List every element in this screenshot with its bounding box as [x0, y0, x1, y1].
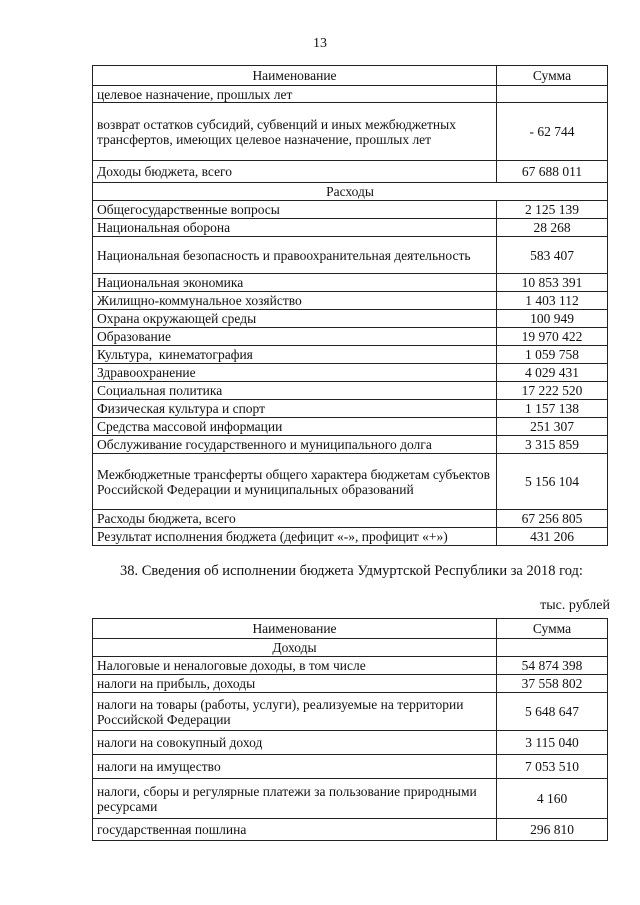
table-row — [93, 86, 608, 103]
table-row — [93, 161, 608, 183]
row-name: Результат исполнения бюджета (дефицит «-», профицит «+») — [93, 528, 497, 546]
table-header-row — [93, 66, 608, 86]
row-name: Обслуживание государственного и муниципального долга — [93, 436, 497, 454]
row-sum: 583 407 — [497, 237, 608, 274]
row-name: налоги на совокупный доход — [93, 731, 497, 755]
unit-label: тыс. рублей — [540, 598, 610, 613]
table-row — [93, 274, 608, 292]
row-sum: 431 206 — [497, 528, 608, 546]
row-name: государственная пошлина — [93, 819, 497, 841]
row-name: Физическая культура и спорт — [93, 400, 497, 418]
section-row — [93, 639, 608, 657]
section-title-income: Доходы — [93, 639, 497, 657]
table-row — [93, 454, 608, 510]
row-sum: 1 157 138 — [497, 400, 608, 418]
budget-table-1 — [92, 65, 608, 546]
row-name: налоги на имущество — [93, 755, 497, 779]
row-sum: 19 970 422 — [497, 328, 608, 346]
row-name: Налоговые и неналоговые доходы, в том числе — [93, 657, 497, 675]
row-sum: - 62 744 — [497, 103, 608, 161]
table-row — [93, 657, 608, 675]
row-sum: 5 156 104 — [497, 454, 608, 510]
row-sum: 2 125 139 — [497, 201, 608, 219]
row-sum: 4 160 — [497, 779, 608, 819]
table-row — [93, 201, 608, 219]
row-sum: 4 029 431 — [497, 364, 608, 382]
row-name: Межбюджетные трансферты общего характера бюджетам субъектов Российской Федерации и муниципальных образований — [93, 454, 497, 510]
row-sum: 3 315 859 — [497, 436, 608, 454]
table-row — [93, 292, 608, 310]
row-name: Общегосударственные вопросы — [93, 201, 497, 219]
row-sum: 28 268 — [497, 219, 608, 237]
table-row — [93, 436, 608, 454]
row-name: Национальная оборона — [93, 219, 497, 237]
row-name: Социальная политика — [93, 382, 497, 400]
row-sum — [497, 86, 608, 103]
table-row — [93, 328, 608, 346]
row-sum: 54 874 398 — [497, 657, 608, 675]
row-name: Культура, кинематография — [93, 346, 497, 364]
table-row — [93, 779, 608, 819]
row-name: Жилищно-коммунальное хозяйство — [93, 292, 497, 310]
table-row — [93, 364, 608, 382]
row-name: целевое назначение, прошлых лет — [93, 86, 497, 103]
empty-cell — [497, 639, 608, 657]
row-sum: 67 256 805 — [497, 510, 608, 528]
column-header-sum: Сумма — [497, 619, 608, 639]
row-sum: 5 648 647 — [497, 693, 608, 731]
table-row — [93, 346, 608, 364]
table-row — [93, 310, 608, 328]
row-sum: 1 403 112 — [497, 292, 608, 310]
page-number: 13 — [313, 36, 327, 51]
table-row — [93, 528, 608, 546]
table-row — [93, 382, 608, 400]
row-name: Национальная безопасность и правоохранительная деятельность — [93, 237, 497, 274]
row-name: Доходы бюджета, всего — [93, 161, 497, 183]
row-sum: 3 115 040 — [497, 731, 608, 755]
row-name: возврат остатков субсидий, субвенций и иных межбюджетных трансфертов, имеющих целевое назначение, прошлых лет — [93, 103, 497, 161]
table-row — [93, 510, 608, 528]
row-sum: 296 810 — [497, 819, 608, 841]
row-sum: 1 059 758 — [497, 346, 608, 364]
column-header-name: Наименование — [93, 66, 497, 86]
table-row — [93, 103, 608, 161]
table-row — [93, 731, 608, 755]
table-row — [93, 400, 608, 418]
table-row — [93, 675, 608, 693]
row-sum: 67 688 011 — [497, 161, 608, 183]
table-header-row — [93, 619, 608, 639]
table-row — [93, 693, 608, 731]
row-name: Образование — [93, 328, 497, 346]
row-name: Здравоохранение — [93, 364, 497, 382]
table-row — [93, 237, 608, 274]
table-row — [93, 755, 608, 779]
table-row — [93, 219, 608, 237]
row-name: налоги, сборы и регулярные платежи за пользование природными ресурсами — [93, 779, 497, 819]
section-paragraph: 38. Сведения об исполнении бюджета Удмуртской Республики за 2018 год: — [120, 563, 583, 579]
row-name: налоги на прибыль, доходы — [93, 675, 497, 693]
row-name: Национальная экономика — [93, 274, 497, 292]
column-header-name: Наименование — [93, 619, 497, 639]
row-sum: 37 558 802 — [497, 675, 608, 693]
row-sum: 7 053 510 — [497, 755, 608, 779]
row-name: Расходы бюджета, всего — [93, 510, 497, 528]
row-name: налоги на товары (работы, услуги), реализуемые на территории Российской Федерации — [93, 693, 497, 731]
row-name: Охрана окружающей среды — [93, 310, 497, 328]
column-header-sum: Сумма — [497, 66, 608, 86]
row-sum: 17 222 520 — [497, 382, 608, 400]
section-title-expenses: Расходы — [93, 183, 608, 201]
table-row — [93, 418, 608, 436]
row-sum: 251 307 — [497, 418, 608, 436]
row-sum: 10 853 391 — [497, 274, 608, 292]
row-name: Средства массовой информации — [93, 418, 497, 436]
table-row — [93, 819, 608, 841]
row-sum: 100 949 — [497, 310, 608, 328]
budget-table-2 — [92, 618, 608, 841]
section-row — [93, 183, 608, 201]
